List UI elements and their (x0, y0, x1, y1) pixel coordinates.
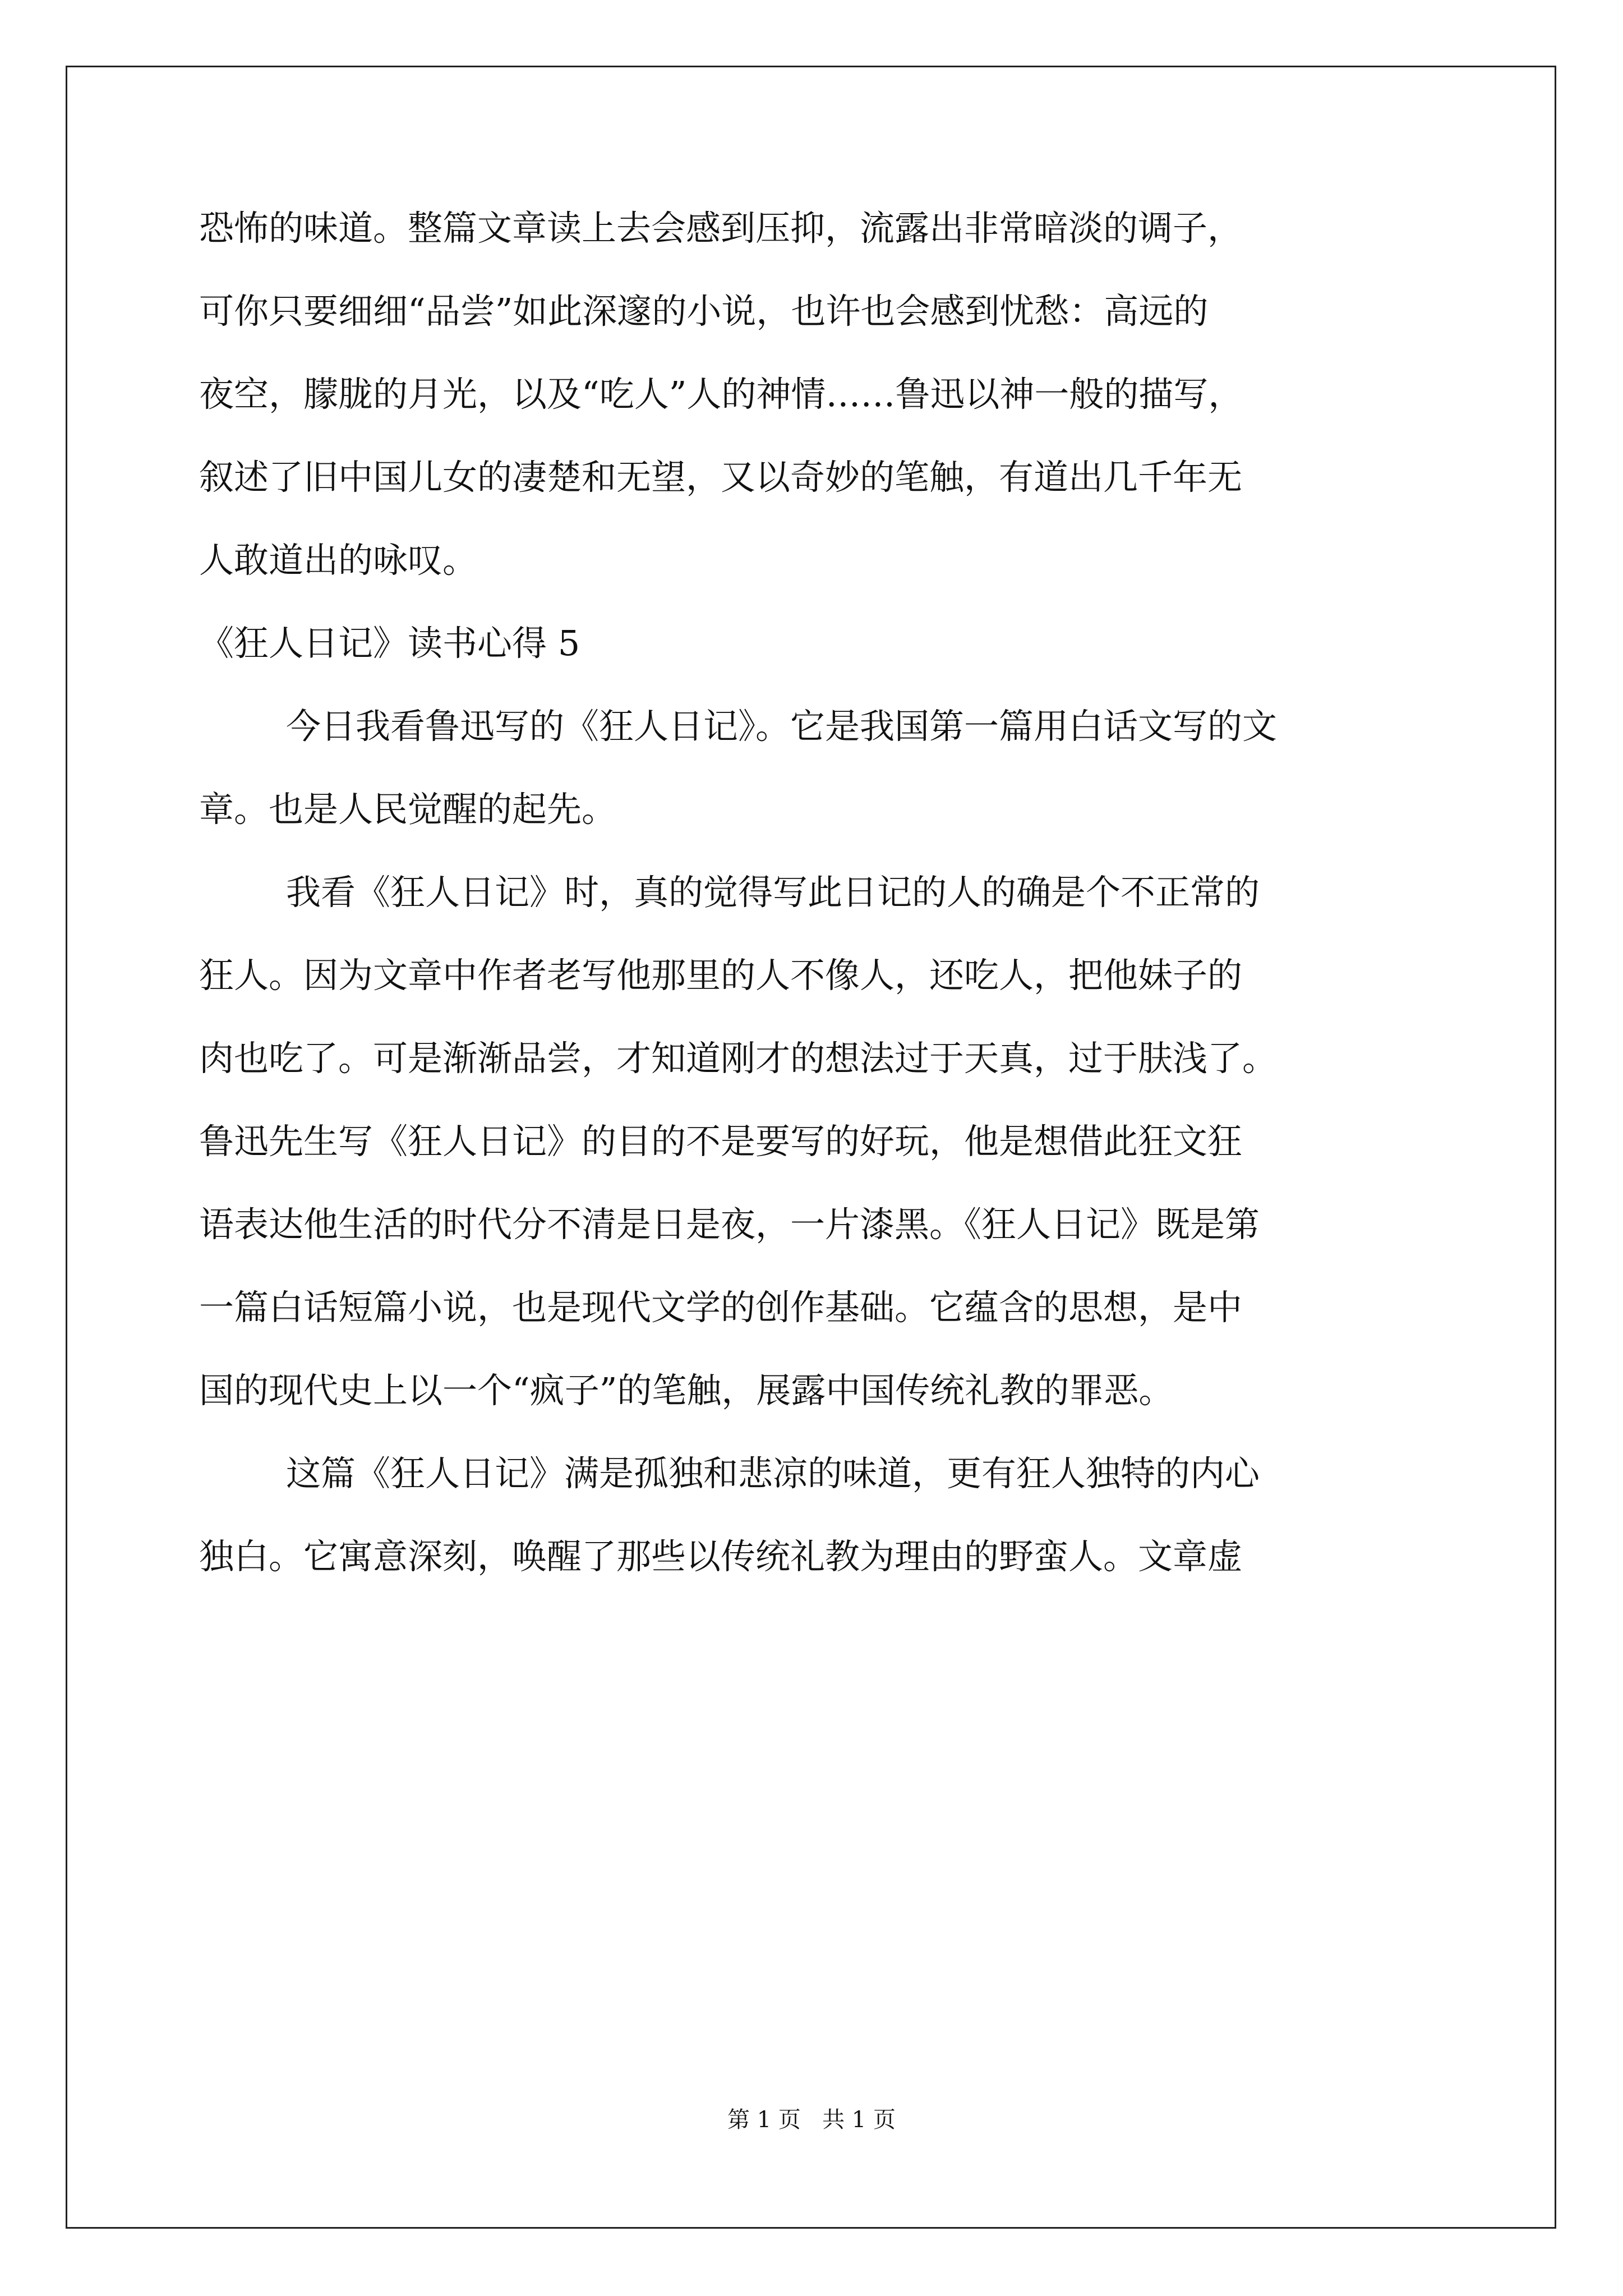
section-heading: 《狂人日记》读书心得 5 (199, 623, 580, 664)
text-line: 人敢道出的咏叹。 (199, 540, 478, 581)
text-line: 可你只要细细“品尝”如此深邃的小说，也许也会感到忧愁：高远的 (199, 291, 1209, 332)
text-line: 章。也是人民觉醒的起先。 (199, 789, 617, 830)
text-line: 国的现代史上以一个“疯子”的笔触，展露中国传统礼教的罪恶。 (199, 1370, 1174, 1411)
text-line: 我看《狂人日记》时，真的觉得写此日记的人的确是个不正常的 (286, 872, 1260, 913)
text-line: 叙述了旧中国儿女的凄楚和无望，又以奇妙的笔触，有道出几千年无 (199, 457, 1243, 498)
text-line: 鲁迅先生写《狂人日记》的目的不是要写的好玩，他是想借此狂文狂 (199, 1121, 1243, 1162)
text-line: 一篇白话短篇小说，也是现代文学的创作基础。它蕴含的思想，是中 (199, 1287, 1243, 1328)
text-line: 这篇《狂人日记》满是孤独和悲凉的味道，更有狂人独特的内心 (286, 1453, 1260, 1494)
text-line: 夜空，朦胧的月光，以及“吃人”人的神情……鲁迅以神一般的描写， (199, 374, 1243, 415)
text-line: 独白。它寓意深刻，唤醒了那些以传统礼教为理由的野蛮人。文章虚 (199, 1536, 1243, 1577)
text-line: 今日我看鲁迅写的《狂人日记》。它是我国第一篇用白话文写的文 (286, 706, 1278, 747)
page-footer: 第 1 页 共 1 页 (727, 2107, 896, 2133)
text-line: 语表达他生活的时代分不清是日是夜，一片漆黑。《狂人日记》既是第 (199, 1204, 1260, 1245)
text-line: 恐怖的味道。整篇文章读上去会感到压抑，流露出非常暗淡的调子， (199, 208, 1243, 249)
text-line: 狂人。因为文章中作者老写他那里的人不像人，还吃人，把他妹子的 (199, 955, 1243, 996)
text-line: 肉也吃了。可是渐渐品尝，才知道刚才的想法过于天真，过于肤浅了。 (199, 1038, 1278, 1079)
